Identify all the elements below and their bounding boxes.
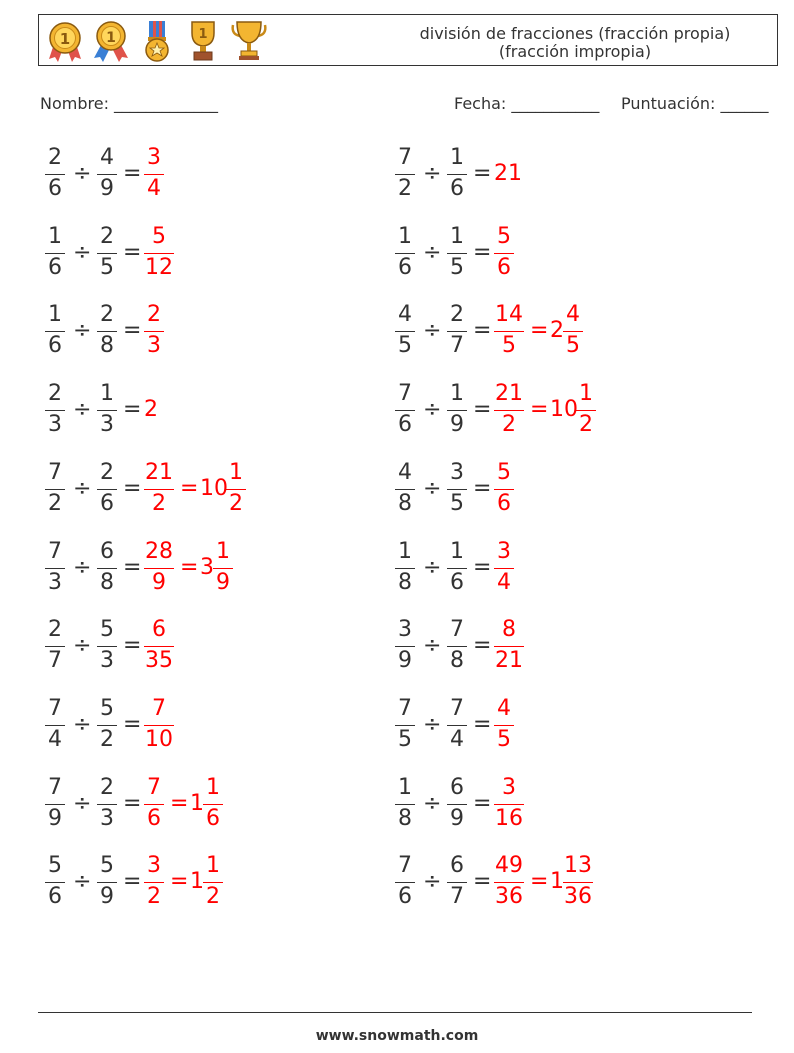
answer-fraction-bar bbox=[144, 331, 164, 332]
answer-fraction-denominator: 5 bbox=[502, 333, 516, 358]
divisor-fraction-denominator: 9 bbox=[450, 412, 464, 437]
dividend-fraction-numerator: 2 bbox=[48, 617, 62, 642]
equals-sign: = bbox=[473, 318, 492, 343]
mixed-whole: 1 bbox=[190, 869, 204, 894]
mixed-fraction-numerator: 1 bbox=[206, 775, 220, 800]
mixed-equals-sign: = bbox=[180, 476, 199, 501]
answer-fraction-numerator: 28 bbox=[145, 539, 173, 564]
divisor-fraction-numerator: 1 bbox=[450, 539, 464, 564]
mixed-fraction-bar bbox=[576, 410, 596, 411]
dividend-fraction-numerator: 4 bbox=[398, 460, 412, 485]
answer-fraction-denominator: 6 bbox=[497, 255, 511, 280]
mixed-equals-sign: = bbox=[170, 791, 189, 816]
dividend-fraction-numerator: 7 bbox=[398, 696, 412, 721]
dividend-fraction-denominator: 6 bbox=[398, 255, 412, 280]
problem-item bbox=[395, 302, 735, 362]
answer-fraction-bar bbox=[144, 568, 174, 569]
equals-sign: = bbox=[473, 791, 492, 816]
divisor-fraction-bar bbox=[447, 410, 467, 411]
answer-fraction-bar bbox=[494, 489, 514, 490]
divisor-fraction-denominator: 3 bbox=[100, 648, 114, 673]
answer-fraction-numerator: 7 bbox=[147, 775, 161, 800]
star-medal-icon bbox=[137, 19, 177, 63]
answer-fraction-denominator: 2 bbox=[147, 884, 161, 909]
dividend-fraction-bar bbox=[45, 725, 65, 726]
answer-fraction-denominator: 5 bbox=[497, 727, 511, 752]
mixed-equals-sign: = bbox=[180, 555, 199, 580]
divisor-fraction-numerator: 5 bbox=[100, 853, 114, 878]
dividend-fraction-numerator: 7 bbox=[48, 539, 62, 564]
divisor-fraction-denominator: 7 bbox=[450, 333, 464, 358]
problem-item bbox=[45, 224, 385, 284]
divide-sign: ÷ bbox=[423, 791, 442, 816]
divisor-fraction-denominator: 5 bbox=[450, 491, 464, 516]
divisor-fraction-denominator: 7 bbox=[450, 884, 464, 909]
answer-fraction-bar bbox=[144, 804, 164, 805]
divisor-fraction-numerator: 4 bbox=[100, 145, 114, 170]
divide-sign: ÷ bbox=[423, 555, 442, 580]
divide-sign: ÷ bbox=[73, 476, 92, 501]
mixed-fraction-bar bbox=[203, 882, 223, 883]
divisor-fraction-numerator: 7 bbox=[450, 696, 464, 721]
dividend-fraction-bar bbox=[45, 174, 65, 175]
mixed-whole: 3 bbox=[200, 555, 214, 580]
dividend-fraction-denominator: 5 bbox=[398, 333, 412, 358]
mixed-fraction-numerator: 4 bbox=[566, 302, 580, 327]
problem-item bbox=[45, 145, 385, 205]
answer-fraction-numerator: 3 bbox=[497, 539, 511, 564]
equals-sign: = bbox=[123, 712, 142, 737]
mixed-fraction-numerator: 1 bbox=[216, 539, 230, 564]
divisor-fraction-denominator: 6 bbox=[100, 491, 114, 516]
dividend-fraction-denominator: 8 bbox=[398, 806, 412, 831]
divisor-fraction-bar bbox=[447, 568, 467, 569]
divide-sign: ÷ bbox=[73, 240, 92, 265]
name-field: Nombre: _____________ bbox=[40, 94, 219, 113]
dividend-fraction-numerator: 7 bbox=[398, 145, 412, 170]
dividend-fraction-bar bbox=[45, 410, 65, 411]
divide-sign: ÷ bbox=[73, 397, 92, 422]
mixed-whole: 1 bbox=[550, 869, 564, 894]
divisor-fraction-bar bbox=[97, 568, 117, 569]
date-field: Fecha: ___________ bbox=[454, 94, 600, 113]
equals-sign: = bbox=[473, 161, 492, 186]
divisor-fraction-bar bbox=[97, 489, 117, 490]
divide-sign: ÷ bbox=[73, 555, 92, 580]
divisor-fraction-denominator: 8 bbox=[100, 570, 114, 595]
problem-item bbox=[45, 617, 385, 677]
divisor-fraction-denominator: 6 bbox=[450, 176, 464, 201]
problem-item bbox=[395, 224, 735, 284]
divisor-fraction-bar bbox=[97, 725, 117, 726]
dividend-fraction-bar bbox=[395, 489, 415, 490]
dividend-fraction-numerator: 7 bbox=[48, 460, 62, 485]
mixed-fraction-denominator: 2 bbox=[579, 412, 593, 437]
divisor-fraction-numerator: 1 bbox=[450, 381, 464, 406]
divisor-fraction-numerator: 1 bbox=[450, 224, 464, 249]
dividend-fraction-numerator: 7 bbox=[48, 696, 62, 721]
divisor-fraction-denominator: 8 bbox=[450, 648, 464, 673]
divisor-fraction-numerator: 1 bbox=[450, 145, 464, 170]
equals-sign: = bbox=[473, 633, 492, 658]
dividend-fraction-numerator: 7 bbox=[398, 853, 412, 878]
dividend-fraction-numerator: 5 bbox=[48, 853, 62, 878]
dividend-fraction-numerator: 1 bbox=[48, 302, 62, 327]
svg-text:1: 1 bbox=[106, 30, 116, 46]
answer-fraction-numerator: 14 bbox=[495, 302, 523, 327]
divide-sign: ÷ bbox=[73, 791, 92, 816]
divide-sign: ÷ bbox=[423, 476, 442, 501]
answer-fraction-bar bbox=[144, 882, 164, 883]
worksheet-header bbox=[38, 14, 778, 66]
answer-fraction-denominator: 10 bbox=[145, 727, 173, 752]
answer-whole: 21 bbox=[494, 161, 522, 186]
problem-item bbox=[45, 381, 385, 441]
answer-fraction-denominator: 2 bbox=[502, 412, 516, 437]
answer-fraction-numerator: 21 bbox=[145, 460, 173, 485]
problem-item bbox=[45, 775, 385, 835]
dividend-fraction-denominator: 6 bbox=[398, 412, 412, 437]
mixed-whole: 10 bbox=[550, 397, 578, 422]
answer-fraction-bar bbox=[494, 725, 514, 726]
mixed-whole: 1 bbox=[190, 791, 204, 816]
problem-item bbox=[45, 539, 385, 599]
mixed-fraction-denominator: 2 bbox=[229, 491, 243, 516]
equals-sign: = bbox=[473, 397, 492, 422]
dividend-fraction-bar bbox=[395, 882, 415, 883]
divisor-fraction-bar bbox=[447, 646, 467, 647]
divisor-fraction-bar bbox=[447, 489, 467, 490]
answer-fraction-bar bbox=[144, 253, 174, 254]
answer-fraction-numerator: 5 bbox=[497, 224, 511, 249]
mixed-fraction-denominator: 9 bbox=[216, 570, 230, 595]
divisor-fraction-bar bbox=[447, 331, 467, 332]
dividend-fraction-bar bbox=[45, 882, 65, 883]
mixed-fraction-denominator: 5 bbox=[566, 333, 580, 358]
dividend-fraction-bar bbox=[395, 804, 415, 805]
divisor-fraction-numerator: 5 bbox=[100, 696, 114, 721]
divisor-fraction-bar bbox=[97, 253, 117, 254]
answer-fraction-bar bbox=[494, 568, 514, 569]
svg-text:1: 1 bbox=[59, 30, 71, 48]
divide-sign: ÷ bbox=[73, 633, 92, 658]
mixed-fraction-numerator: 1 bbox=[206, 853, 220, 878]
answer-fraction-numerator: 5 bbox=[497, 460, 511, 485]
title-line-1: división de fracciones (fracción propia) bbox=[419, 24, 731, 43]
dividend-fraction-denominator: 8 bbox=[398, 491, 412, 516]
mixed-fraction-denominator: 2 bbox=[206, 884, 220, 909]
answer-fraction-bar bbox=[494, 410, 524, 411]
equals-sign: = bbox=[473, 712, 492, 737]
problem-item bbox=[395, 381, 735, 441]
dividend-fraction-denominator: 4 bbox=[48, 727, 62, 752]
divisor-fraction-bar bbox=[97, 804, 117, 805]
divisor-fraction-denominator: 9 bbox=[100, 176, 114, 201]
problem-item bbox=[45, 302, 385, 362]
dividend-fraction-bar bbox=[45, 568, 65, 569]
dividend-fraction-bar bbox=[395, 725, 415, 726]
divide-sign: ÷ bbox=[423, 318, 442, 343]
divide-sign: ÷ bbox=[73, 318, 92, 343]
divisor-fraction-bar bbox=[447, 804, 467, 805]
dividend-fraction-numerator: 1 bbox=[398, 224, 412, 249]
problem-item bbox=[395, 696, 735, 756]
title-line-2: (fracción impropia) bbox=[498, 42, 652, 61]
problem-item bbox=[45, 696, 385, 756]
divisor-fraction-numerator: 2 bbox=[450, 302, 464, 327]
mixed-equals-sign: = bbox=[170, 869, 189, 894]
problem-item bbox=[395, 460, 735, 520]
answer-fraction-denominator: 35 bbox=[145, 648, 173, 673]
answer-fraction-numerator: 2 bbox=[147, 302, 161, 327]
problem-item bbox=[395, 853, 735, 913]
dividend-fraction-numerator: 2 bbox=[48, 145, 62, 170]
divisor-fraction-bar bbox=[97, 174, 117, 175]
medal-1-icon bbox=[45, 19, 85, 63]
equals-sign: = bbox=[473, 240, 492, 265]
divide-sign: ÷ bbox=[423, 712, 442, 737]
divisor-fraction-denominator: 8 bbox=[100, 333, 114, 358]
answer-fraction-bar bbox=[144, 489, 174, 490]
mixed-fraction-bar bbox=[563, 331, 583, 332]
answer-fraction-denominator: 3 bbox=[147, 333, 161, 358]
divisor-fraction-numerator: 6 bbox=[450, 853, 464, 878]
dividend-fraction-denominator: 6 bbox=[48, 884, 62, 909]
equals-sign: = bbox=[123, 318, 142, 343]
divisor-fraction-numerator: 1 bbox=[100, 381, 114, 406]
dividend-fraction-numerator: 1 bbox=[398, 775, 412, 800]
answer-fraction-denominator: 4 bbox=[497, 570, 511, 595]
mixed-fraction-numerator: 13 bbox=[564, 853, 592, 878]
mixed-fraction-bar bbox=[213, 568, 233, 569]
dividend-fraction-numerator: 7 bbox=[48, 775, 62, 800]
divide-sign: ÷ bbox=[73, 161, 92, 186]
answer-fraction-denominator: 21 bbox=[495, 648, 523, 673]
divisor-fraction-bar bbox=[447, 725, 467, 726]
divisor-fraction-numerator: 3 bbox=[450, 460, 464, 485]
divisor-fraction-numerator: 6 bbox=[450, 775, 464, 800]
divide-sign: ÷ bbox=[73, 869, 92, 894]
mixed-equals-sign: = bbox=[530, 869, 549, 894]
worksheet-title bbox=[395, 25, 755, 61]
equals-sign: = bbox=[123, 161, 142, 186]
answer-fraction-numerator: 3 bbox=[147, 853, 161, 878]
dividend-fraction-bar bbox=[395, 646, 415, 647]
answer-fraction-bar bbox=[144, 174, 164, 175]
divisor-fraction-denominator: 4 bbox=[450, 727, 464, 752]
divide-sign: ÷ bbox=[423, 161, 442, 186]
divisor-fraction-numerator: 2 bbox=[100, 224, 114, 249]
dividend-fraction-denominator: 7 bbox=[48, 648, 62, 673]
dividend-fraction-bar bbox=[395, 253, 415, 254]
divide-sign: ÷ bbox=[423, 397, 442, 422]
answer-fraction-denominator: 6 bbox=[147, 806, 161, 831]
score-field: Puntuación: ______ bbox=[621, 94, 769, 113]
divisor-fraction-denominator: 2 bbox=[100, 727, 114, 752]
answer-fraction-numerator: 4 bbox=[497, 696, 511, 721]
answer-fraction-bar bbox=[144, 725, 174, 726]
dividend-fraction-denominator: 5 bbox=[398, 727, 412, 752]
dividend-fraction-numerator: 3 bbox=[398, 617, 412, 642]
footer-site: www.snowmath.com bbox=[315, 1028, 479, 1044]
answer-fraction-bar bbox=[494, 331, 524, 332]
answer-fraction-numerator: 7 bbox=[152, 696, 166, 721]
answer-fraction-denominator: 4 bbox=[147, 176, 161, 201]
equals-sign: = bbox=[123, 633, 142, 658]
divisor-fraction-denominator: 9 bbox=[450, 806, 464, 831]
dividend-fraction-denominator: 6 bbox=[48, 333, 62, 358]
divisor-fraction-numerator: 6 bbox=[100, 539, 114, 564]
dividend-fraction-denominator: 2 bbox=[48, 491, 62, 516]
answer-fraction-numerator: 6 bbox=[152, 617, 166, 642]
answer-fraction-numerator: 8 bbox=[502, 617, 516, 642]
problem-item bbox=[395, 145, 735, 205]
divisor-fraction-denominator: 3 bbox=[100, 806, 114, 831]
answer-fraction-denominator: 12 bbox=[145, 255, 173, 280]
answer-fraction-denominator: 36 bbox=[495, 884, 523, 909]
divisor-fraction-denominator: 6 bbox=[450, 570, 464, 595]
divisor-fraction-denominator: 9 bbox=[100, 884, 114, 909]
footer-divider bbox=[38, 1012, 752, 1013]
divisor-fraction-denominator: 5 bbox=[100, 255, 114, 280]
divisor-fraction-bar bbox=[447, 253, 467, 254]
dividend-fraction-numerator: 1 bbox=[48, 224, 62, 249]
equals-sign: = bbox=[123, 869, 142, 894]
problem-item bbox=[395, 775, 735, 835]
problem-item bbox=[45, 853, 385, 913]
answer-fraction-bar bbox=[494, 253, 514, 254]
dividend-fraction-denominator: 9 bbox=[398, 648, 412, 673]
answer-fraction-bar bbox=[494, 646, 524, 647]
answer-fraction-bar bbox=[494, 882, 524, 883]
answer-fraction-numerator: 3 bbox=[502, 775, 516, 800]
answer-fraction-numerator: 3 bbox=[147, 145, 161, 170]
dividend-fraction-denominator: 3 bbox=[48, 412, 62, 437]
answer-fraction-denominator: 9 bbox=[152, 570, 166, 595]
equals-sign: = bbox=[123, 476, 142, 501]
dividend-fraction-bar bbox=[395, 568, 415, 569]
divide-sign: ÷ bbox=[423, 869, 442, 894]
divisor-fraction-bar bbox=[447, 882, 467, 883]
answer-whole: 2 bbox=[144, 397, 158, 422]
answer-fraction-bar bbox=[494, 804, 524, 805]
mixed-fraction-denominator: 36 bbox=[564, 884, 592, 909]
equals-sign: = bbox=[123, 791, 142, 816]
problem-item bbox=[395, 539, 735, 599]
dividend-fraction-denominator: 6 bbox=[48, 176, 62, 201]
divisor-fraction-numerator: 7 bbox=[450, 617, 464, 642]
mixed-equals-sign: = bbox=[530, 397, 549, 422]
dividend-fraction-numerator: 1 bbox=[398, 539, 412, 564]
dividend-fraction-numerator: 4 bbox=[398, 302, 412, 327]
equals-sign: = bbox=[473, 476, 492, 501]
problem-item bbox=[45, 460, 385, 520]
equals-sign: = bbox=[473, 555, 492, 580]
dividend-fraction-bar bbox=[45, 646, 65, 647]
divisor-fraction-numerator: 2 bbox=[100, 460, 114, 485]
answer-fraction-denominator: 6 bbox=[497, 491, 511, 516]
equals-sign: = bbox=[123, 240, 142, 265]
divisor-fraction-denominator: 5 bbox=[450, 255, 464, 280]
divisor-fraction-bar bbox=[97, 410, 117, 411]
answer-fraction-denominator: 16 bbox=[495, 806, 523, 831]
answer-fraction-numerator: 5 bbox=[152, 224, 166, 249]
dividend-fraction-denominator: 9 bbox=[48, 806, 62, 831]
dividend-fraction-denominator: 6 bbox=[48, 255, 62, 280]
dividend-fraction-bar bbox=[395, 331, 415, 332]
dividend-fraction-numerator: 2 bbox=[48, 381, 62, 406]
problem-item bbox=[395, 617, 735, 677]
answer-fraction-bar bbox=[144, 646, 174, 647]
cup-trophy-icon bbox=[229, 19, 269, 63]
divisor-fraction-bar bbox=[97, 882, 117, 883]
answer-fraction-numerator: 49 bbox=[495, 853, 523, 878]
divisor-fraction-bar bbox=[97, 646, 117, 647]
divisor-fraction-bar bbox=[97, 331, 117, 332]
divisor-fraction-bar bbox=[447, 174, 467, 175]
dividend-fraction-denominator: 8 bbox=[398, 570, 412, 595]
dividend-fraction-denominator: 3 bbox=[48, 570, 62, 595]
dividend-fraction-bar bbox=[45, 489, 65, 490]
dividend-fraction-bar bbox=[45, 253, 65, 254]
equals-sign: = bbox=[123, 555, 142, 580]
medal-1-ribbon-icon bbox=[91, 19, 131, 63]
divide-sign: ÷ bbox=[73, 712, 92, 737]
dividend-fraction-numerator: 7 bbox=[398, 381, 412, 406]
divisor-fraction-numerator: 2 bbox=[100, 302, 114, 327]
dividend-fraction-denominator: 2 bbox=[398, 176, 412, 201]
equals-sign: = bbox=[473, 869, 492, 894]
mixed-fraction-numerator: 1 bbox=[579, 381, 593, 406]
divisor-fraction-numerator: 5 bbox=[100, 617, 114, 642]
mixed-fraction-bar bbox=[563, 882, 593, 883]
divide-sign: ÷ bbox=[423, 240, 442, 265]
answer-fraction-denominator: 2 bbox=[152, 491, 166, 516]
svg-text:1: 1 bbox=[198, 27, 208, 42]
answer-fraction-numerator: 21 bbox=[495, 381, 523, 406]
trophy-1-icon bbox=[183, 19, 223, 63]
dividend-fraction-bar bbox=[395, 174, 415, 175]
mixed-fraction-bar bbox=[203, 804, 223, 805]
mixed-whole: 2 bbox=[550, 318, 564, 343]
mixed-fraction-denominator: 6 bbox=[206, 806, 220, 831]
divisor-fraction-numerator: 2 bbox=[100, 775, 114, 800]
dividend-fraction-bar bbox=[45, 331, 65, 332]
mixed-fraction-numerator: 1 bbox=[229, 460, 243, 485]
divide-sign: ÷ bbox=[423, 633, 442, 658]
mixed-whole: 10 bbox=[200, 476, 228, 501]
dividend-fraction-bar bbox=[395, 410, 415, 411]
dividend-fraction-denominator: 6 bbox=[398, 884, 412, 909]
equals-sign: = bbox=[123, 397, 142, 422]
dividend-fraction-bar bbox=[45, 804, 65, 805]
mixed-equals-sign: = bbox=[530, 318, 549, 343]
divisor-fraction-denominator: 3 bbox=[100, 412, 114, 437]
mixed-fraction-bar bbox=[226, 489, 246, 490]
